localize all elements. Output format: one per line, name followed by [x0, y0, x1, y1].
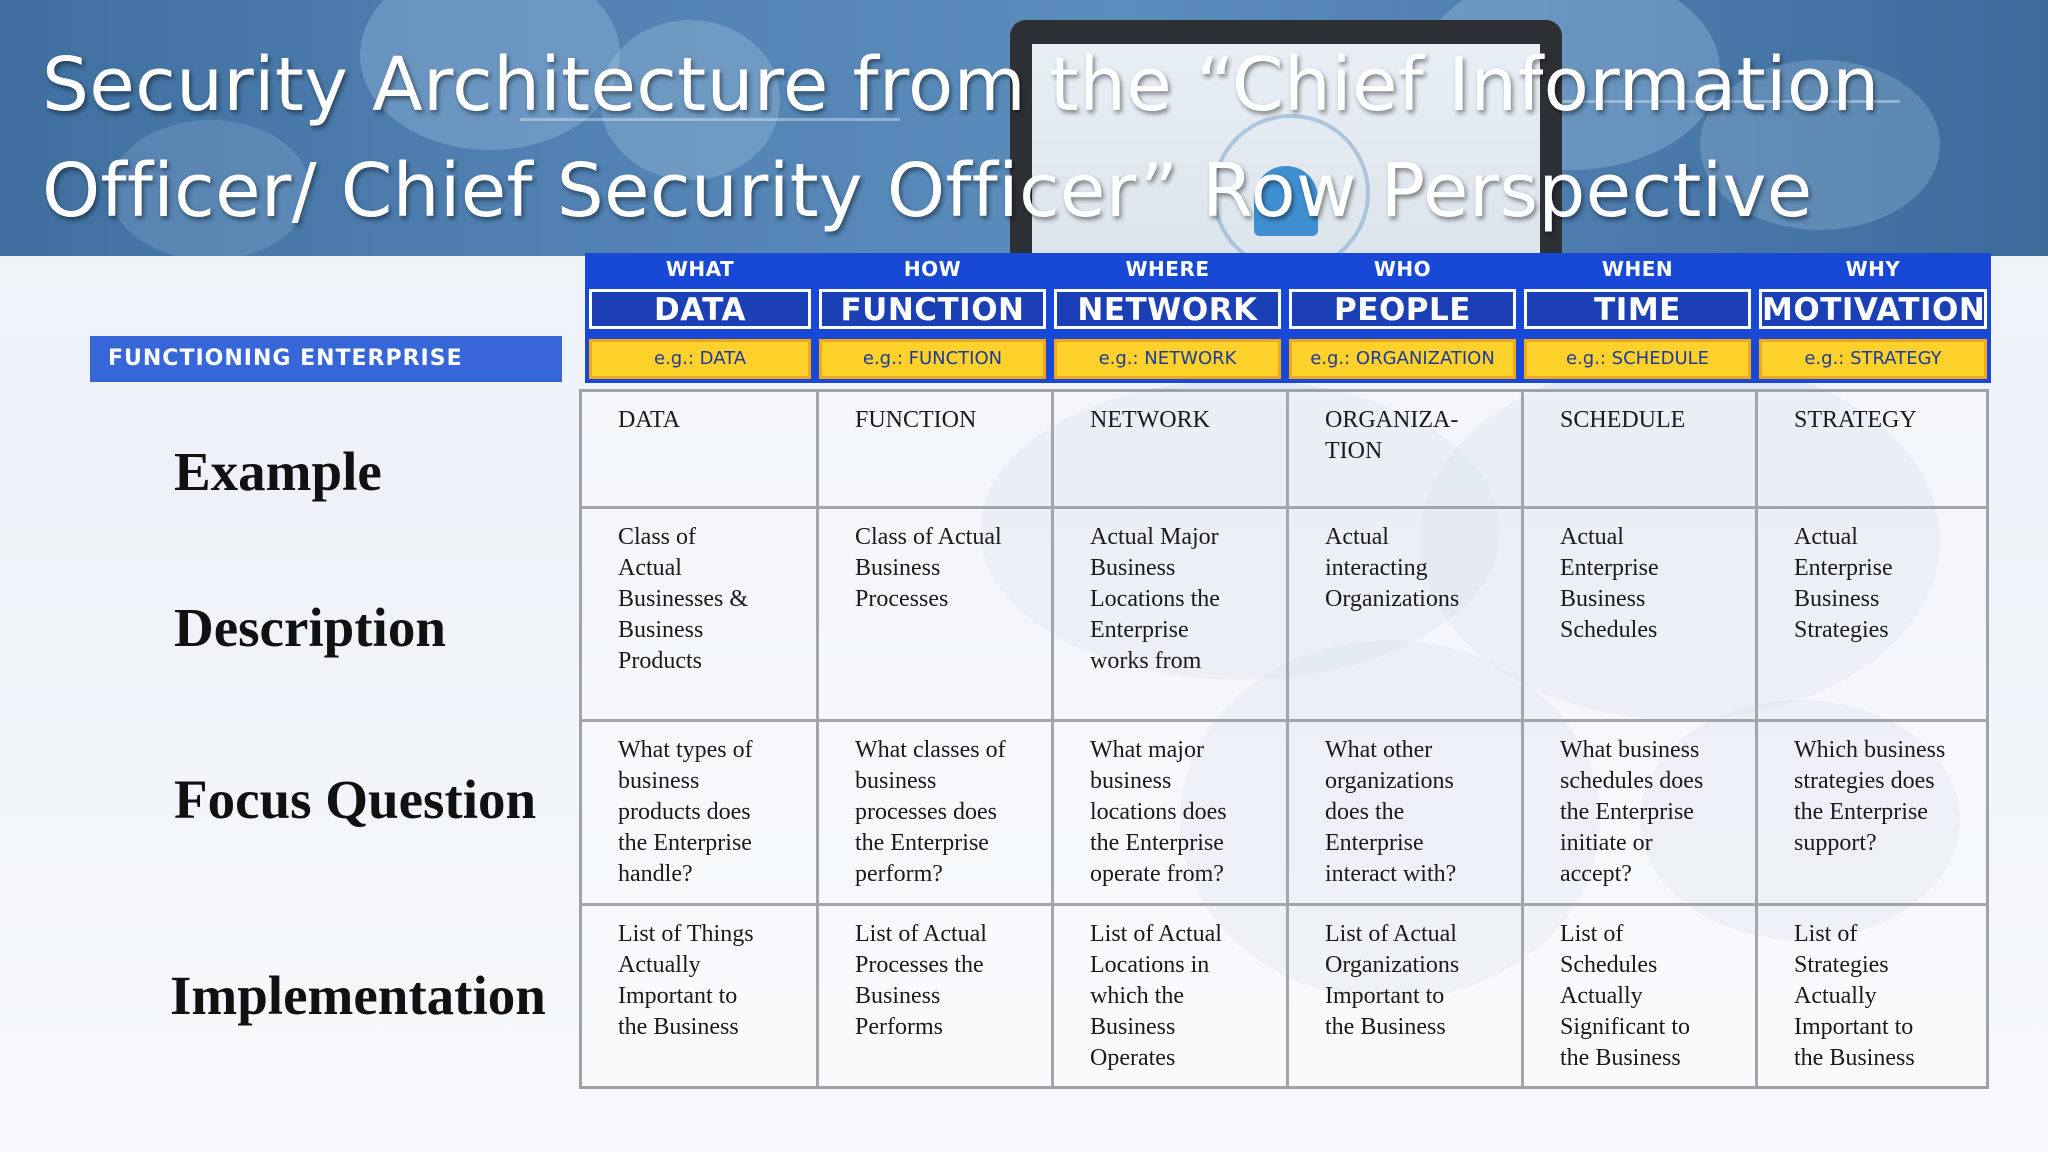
header-column-why: [1755, 253, 1991, 383]
header-column-where: [1050, 253, 1285, 383]
column-question: WHO: [1373, 257, 1432, 281]
header-column-who: [1285, 253, 1520, 383]
column-question: WHEN: [1601, 257, 1674, 281]
table-cell: Actual Enterprise Business Schedules: [1524, 509, 1758, 722]
table-cell: STRATEGY: [1758, 392, 1986, 509]
functioning-enterprise-label: FUNCTIONING ENTERPRISE: [90, 336, 562, 382]
header-column-what: [585, 253, 815, 383]
column-question: WHY: [1845, 257, 1901, 281]
column-name: PEOPLE: [1289, 289, 1516, 329]
column-example: e.g.: FUNCTION: [819, 339, 1046, 379]
column-question: WHERE: [1125, 257, 1210, 281]
row-label-focus-question: Focus Question: [174, 769, 537, 830]
table-cell: What types of business products does the Enterprise handle?: [582, 722, 819, 906]
row-label-description: Description: [174, 597, 446, 658]
table-cell: List of Schedules Actually Significant to the Business: [1524, 906, 1758, 1086]
table-cell: FUNCTION: [819, 392, 1054, 509]
architecture-table: [579, 389, 1989, 1089]
column-name: DATA: [589, 289, 811, 329]
table-cell: ORGANIZA- TION: [1289, 392, 1524, 509]
column-name: MOTIVATION: [1759, 289, 1987, 329]
header-column-how: [815, 253, 1050, 383]
column-example: e.g.: SCHEDULE: [1524, 339, 1751, 379]
column-example: e.g.: NETWORK: [1054, 339, 1281, 379]
table-cell: Actual Major Business Locations the Enterprise works from: [1054, 509, 1289, 722]
column-name: TIME: [1524, 289, 1751, 329]
table-cell: DATA: [582, 392, 819, 509]
table-cell: Class of Actual Businesses & Business Products: [582, 509, 819, 722]
table-cell: What classes of business processes does the Enterprise perform?: [819, 722, 1054, 906]
row-label-example: Example: [174, 441, 382, 502]
table-cell: Actual interacting Organizations: [1289, 509, 1524, 722]
table-cell: NETWORK: [1054, 392, 1289, 509]
header-column-when: [1520, 253, 1755, 383]
zachman-header-strip: [585, 253, 1991, 383]
table-cell: What major business locations does the Enterprise operate from?: [1054, 722, 1289, 906]
column-name: NETWORK: [1054, 289, 1281, 329]
table-cell: SCHEDULE: [1524, 392, 1758, 509]
slide-title: Security Architecture from the “Chief Information Officer/ Chief Security Officer” Row Perspective: [42, 42, 1880, 234]
table-cell: List of Actual Locations in which the Business Operates: [1054, 906, 1289, 1086]
table-cell: List of Actual Organizations Important to the Business: [1289, 906, 1524, 1086]
column-example: e.g.: STRATEGY: [1759, 339, 1987, 379]
table-cell: Actual Enterprise Business Strategies: [1758, 509, 1986, 722]
table-cell: List of Actual Processes the Business Performs: [819, 906, 1054, 1086]
row-label-implementation: Implementation: [170, 965, 546, 1026]
table-cell: Which business strategies does the Enterprise support?: [1758, 722, 1986, 906]
column-question: HOW: [903, 257, 962, 281]
column-example: e.g.: ORGANIZATION: [1289, 339, 1516, 379]
column-name: FUNCTION: [819, 289, 1046, 329]
table-cell: List of Things Actually Important to the Business: [582, 906, 819, 1086]
table-cell: Class of Actual Business Processes: [819, 509, 1054, 722]
column-question: WHAT: [665, 257, 735, 281]
column-example: e.g.: DATA: [589, 339, 811, 379]
table-cell: What other organizations does the Enterprise interact with?: [1289, 722, 1524, 906]
table-cell: List of Strategies Actually Important to the Business: [1794, 921, 1915, 1071]
title-banner: [0, 0, 2048, 256]
table-cell: What business schedules does the Enterprise initiate or accept?: [1524, 722, 1758, 906]
